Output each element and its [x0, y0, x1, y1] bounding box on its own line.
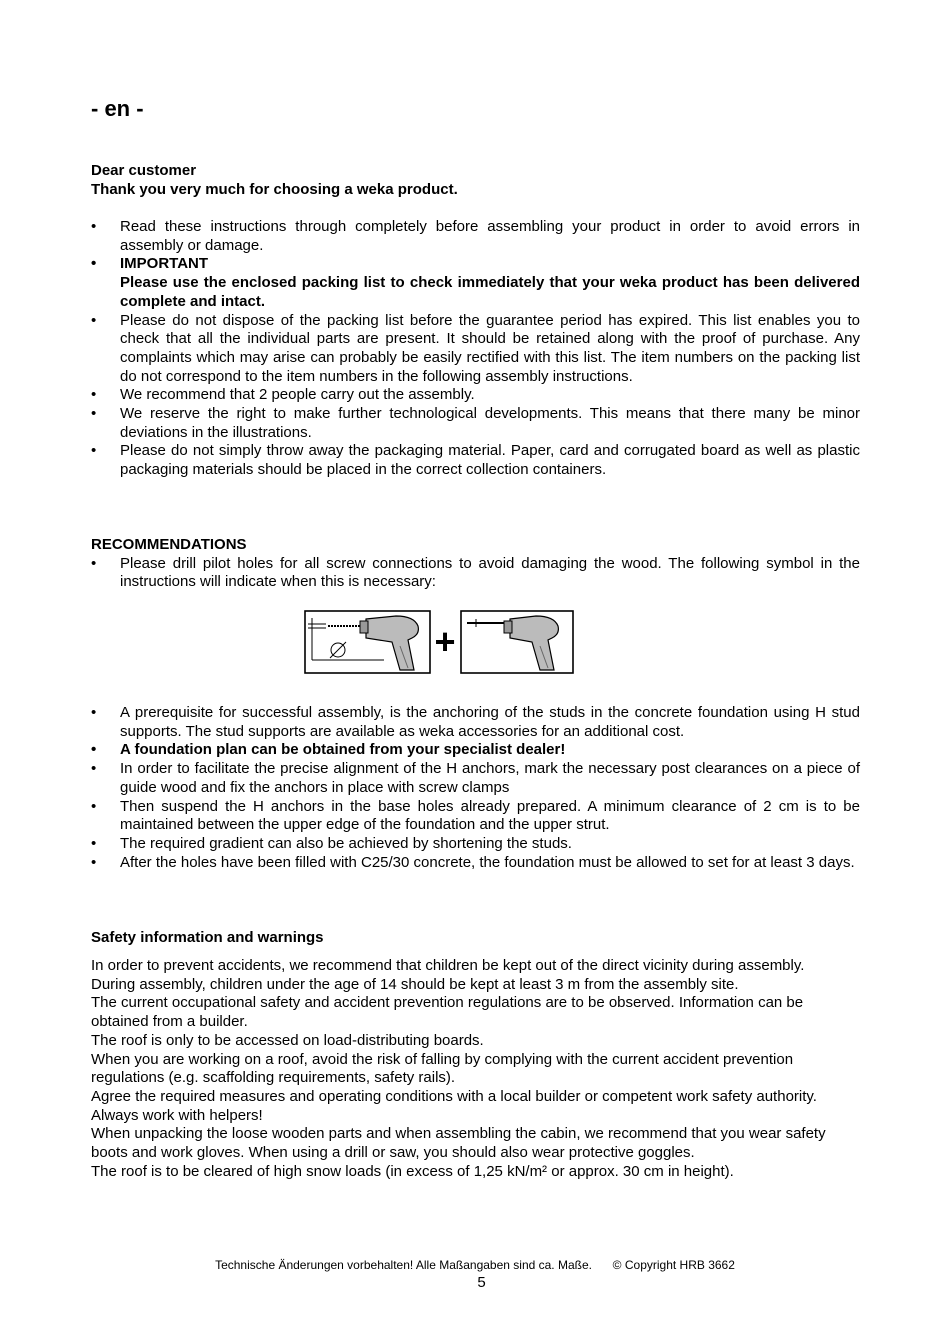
page-footer — [0, 1256, 950, 1275]
recommendation-list — [91, 704, 860, 872]
list-item: • After the holes have been filled with C25/30 concrete, the foundation must be allowed to set for at least 3 days. — [91, 854, 860, 873]
important-text: Please use the enclosed packing list to check immediately that your weka product has been delivered complete and intact. — [120, 274, 860, 310]
list-item: • The required gradient can also be achieved by shortening the studs. — [91, 835, 860, 854]
list-item: • We recommend that 2 people carry out the assembly. — [91, 386, 860, 405]
footer-copyright: © Copyright HRB 3662 — [612, 1258, 735, 1272]
safety-line: The current occupational safety and accident prevention regulations are to be observed. Information can be obtained from a builder. — [91, 994, 804, 1031]
list-item: • A prerequisite for successful assembly, is the anchoring of the studs in the concrete foundation using H stud supports. The stud supports are available as weka accessories for an additional cost. — [91, 704, 860, 741]
safety-line: The roof is only to be accessed on load-distributing boards. — [91, 1031, 484, 1049]
page-number: 5 — [477, 1274, 486, 1291]
recommendations-heading: RECOMMENDATIONS — [91, 536, 247, 553]
drill-pilot-hole-symbol — [304, 610, 574, 674]
important-label: • IMPORTANT — [91, 255, 860, 274]
list-item: • Please do not dispose of the packing list before the guarantee period has expired. This list enables you to check that all the individual parts are present. It should be retained along with the proof of purchase. Any complaints which may arise can probably be easily rectified with this list. The item numbers on the packing list do not correspond to the item numbers in the following assembly instructions. — [91, 312, 860, 387]
safety-line: When unpacking the loose wooden parts and when assembling the cabin, we recommend that you wear safety boots and work gloves. When using a drill or saw, you should also wear protective goggles. — [91, 1125, 826, 1162]
pilot-holes-item: • Please drill pilot holes for all screw connections to avoid damaging the wood. The following symbol in the instructions will indicate when this is necessary: — [91, 555, 860, 592]
safety-line: When you are working on a roof, avoid the risk of falling by complying with the current accident prevention regulations (e.g. scaffolding requirements, safety rails). — [91, 1050, 794, 1087]
plus-sign: + — [434, 621, 456, 662]
footer-notice: Technische Änderungen vorbehalten! Alle Maßangaben sind ca. Maße. — [215, 1258, 592, 1272]
safety-section — [91, 929, 860, 948]
greeting: Dear customer — [91, 162, 197, 179]
recommendations-section — [91, 536, 860, 592]
intro-bullets — [91, 218, 860, 480]
list-item: • Read these instructions through completely before assembling your product in order to avoid errors in assembly or damage. — [91, 218, 860, 255]
list-item: • In order to facilitate the precise alignment of the H anchors, mark the necessary post clearances on a piece of guide wood and fix the anchors in place with screw clamps — [91, 760, 860, 797]
safety-line: In order to prevent accidents, we recommend that children be kept out of the direct vicinity during assembly. — [91, 957, 805, 974]
safety-text — [91, 957, 860, 1181]
safety-line: Agree the required measures and operating conditions with a local builder or competent work safety authority. Always work with helpers! — [91, 1087, 817, 1124]
thanks-line: Thank you very much for choosing a weka product. — [91, 180, 458, 198]
language-marker: - en - — [91, 96, 144, 121]
list-item: • Then suspend the H anchors in the base holes already prepared. A minimum clearance of 2 cm is to be maintained between the upper edge of the foundation and the upper strut. — [91, 798, 860, 835]
list-item: • Please do not simply throw away the packaging material. Paper, card and corrugated board as well as plastic packaging materials should be placed in the correct collection containers. — [91, 442, 860, 479]
list-item: • We reserve the right to make further technological developments. This means that there many be minor deviations in the illustrations. — [91, 405, 860, 442]
intro-section — [91, 162, 860, 199]
list-item: • A foundation plan can be obtained from your specialist dealer! — [91, 741, 860, 760]
safety-line: During assembly, children under the age of 14 should be kept at least 3 m from the assembly site. — [91, 975, 739, 993]
safety-heading: Safety information and warnings — [91, 929, 324, 946]
safety-line: The roof is to be cleared of high snow loads (in excess of 1,25 kN/m² or approx. 30 cm in height). — [91, 1162, 734, 1180]
drill-icon — [304, 610, 574, 674]
